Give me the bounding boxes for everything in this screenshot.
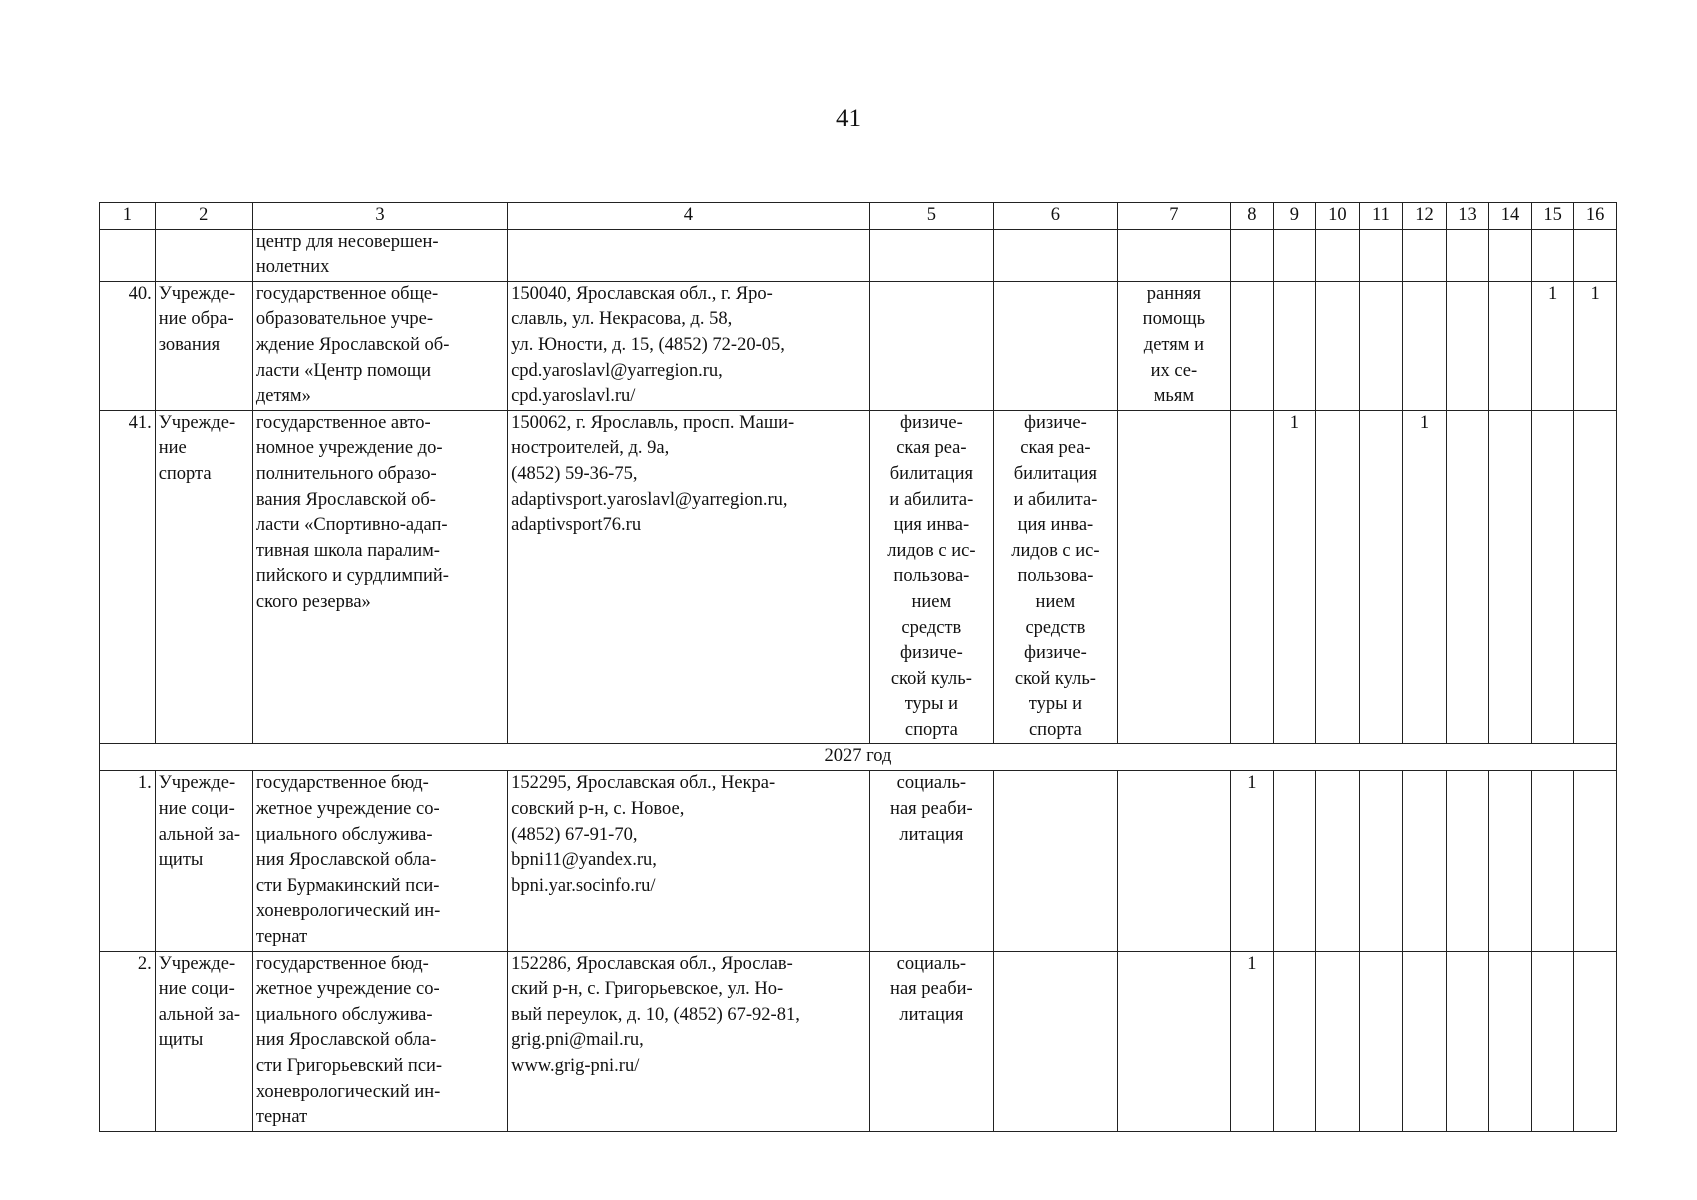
mark-cell	[1231, 229, 1274, 281]
column-header: 16	[1574, 203, 1617, 230]
column-header: 13	[1446, 203, 1489, 230]
service-col6	[994, 281, 1118, 410]
mark-cell	[1359, 281, 1403, 410]
row-number	[100, 229, 156, 281]
mark-cell	[1489, 771, 1532, 951]
mark-cell	[1531, 951, 1574, 1131]
service-col5	[869, 229, 994, 281]
mark-cell: 1	[1231, 951, 1274, 1131]
column-header: 4	[508, 203, 870, 230]
column-header: 5	[869, 203, 994, 230]
mark-cell	[1359, 771, 1403, 951]
mark-cell	[1273, 951, 1316, 1131]
column-header: 11	[1359, 203, 1403, 230]
mark-cell	[1446, 281, 1489, 410]
mark-cell	[1574, 951, 1617, 1131]
table-row	[100, 951, 1617, 1131]
column-header: 10	[1316, 203, 1360, 230]
table-row	[100, 771, 1617, 951]
mark-cell	[1403, 281, 1447, 410]
mark-cell	[1316, 951, 1360, 1131]
table-row	[100, 410, 1617, 744]
service-col5: физиче- ская реа- билитация и абилита- ция инва- лидов с ис- пользова- нием средств физиче- ской куль- туры и спорта	[869, 410, 994, 744]
column-header: 2	[155, 203, 252, 230]
row-number: 41.	[100, 410, 156, 744]
row-number: 40.	[100, 281, 156, 410]
year-heading: 2027 год	[100, 744, 1617, 771]
mark-cell: 1	[1231, 771, 1274, 951]
institution-name: государственное бюд- жетное учреждение со- циального обслужива- ния Ярославской обла- сти Григорьевский пси- хоневрологический ин- тернат	[252, 951, 507, 1131]
registry-table	[99, 202, 1617, 1132]
service-col5: социаль- ная реаби- литация	[869, 771, 994, 951]
institution-name: государственное обще- образовательное учре- ждение Ярославской об- ласти «Центр помощи детям»	[252, 281, 507, 410]
mark-cell	[1231, 281, 1274, 410]
table-row	[100, 229, 1617, 281]
institution-address: 152286, Ярославская обл., Ярослав- ский р-н, с. Григорьевское, ул. Но- вый переулок, д. 10, (4852) 67-92-81, grig.pni@mail.ru, www.grig-pni.ru/	[508, 951, 870, 1131]
mark-cell	[1531, 410, 1574, 744]
mark-cell	[1403, 771, 1447, 951]
mark-cell	[1316, 771, 1360, 951]
mark-cell	[1446, 771, 1489, 951]
mark-cell	[1273, 281, 1316, 410]
institution-type	[155, 229, 252, 281]
service-col6: физиче- ская реа- билитация и абилита- ция инва- лидов с ис- пользова- нием средств физиче- ской куль- туры и спорта	[994, 410, 1118, 744]
institution-address: 152295, Ярославская обл., Некра- совский р-н, с. Новое, (4852) 67-91-70, bpni11@yandex.ru, bpni.yar.socinfo.ru/	[508, 771, 870, 951]
mark-cell	[1403, 951, 1447, 1131]
header-row	[100, 203, 1617, 230]
page-number: 41	[836, 105, 861, 132]
institution-address: 150062, г. Ярославль, просп. Маши- ностроителей, д. 9а, (4852) 59-36-75, adaptivsport.yaroslavl@yarregion.ru, adaptivsport76.ru	[508, 410, 870, 744]
mark-cell	[1446, 229, 1489, 281]
table-row	[100, 281, 1617, 410]
service-col6	[994, 229, 1118, 281]
mark-cell	[1446, 951, 1489, 1131]
service-col5	[869, 281, 994, 410]
row-number: 1.	[100, 771, 156, 951]
mark-cell	[1489, 281, 1532, 410]
institution-name: государственное авто- номное учреждение до- полнительного образо- вания Ярославской об- ласти «Спортивно-адап- тивная школа паралим- пийского и сурдлимпий- ского резерва»	[252, 410, 507, 744]
year-heading-row	[100, 744, 1617, 771]
service-col5: социаль- ная реаби- литация	[869, 951, 994, 1131]
mark-cell: 1	[1531, 281, 1574, 410]
mark-cell	[1531, 229, 1574, 281]
column-header: 9	[1273, 203, 1316, 230]
service-col7: ранняя помощь детям и их се- мьям	[1117, 281, 1230, 410]
mark-cell: 1	[1403, 410, 1447, 744]
institution-type: Учрежде- ние спорта	[155, 410, 252, 744]
mark-cell	[1574, 771, 1617, 951]
mark-cell	[1446, 410, 1489, 744]
column-header: 6	[994, 203, 1118, 230]
column-header: 3	[252, 203, 507, 230]
mark-cell	[1359, 229, 1403, 281]
mark-cell	[1403, 229, 1447, 281]
service-col6	[994, 771, 1118, 951]
mark-cell	[1489, 951, 1532, 1131]
mark-cell	[1231, 410, 1274, 744]
institution-address	[508, 229, 870, 281]
institution-name: государственное бюд- жетное учреждение со- циального обслужива- ния Ярославской обла- сти Бурмакинский пси- хоневрологический ин- тернат	[252, 771, 507, 951]
mark-cell	[1316, 229, 1360, 281]
mark-cell	[1359, 951, 1403, 1131]
mark-cell	[1489, 410, 1532, 744]
mark-cell: 1	[1574, 281, 1617, 410]
institution-type: Учрежде- ние соци- альной за- щиты	[155, 951, 252, 1131]
mark-cell	[1273, 771, 1316, 951]
service-col7	[1117, 951, 1230, 1131]
mark-cell: 1	[1273, 410, 1316, 744]
column-header: 12	[1403, 203, 1447, 230]
column-header: 1	[100, 203, 156, 230]
column-header: 7	[1117, 203, 1230, 230]
institution-type: Учрежде- ние соци- альной за- щиты	[155, 771, 252, 951]
mark-cell	[1574, 229, 1617, 281]
mark-cell	[1316, 281, 1360, 410]
mark-cell	[1273, 229, 1316, 281]
service-col7	[1117, 229, 1230, 281]
column-header: 14	[1489, 203, 1532, 230]
institution-address: 150040, Ярославская обл., г. Яро- славль, ул. Некрасова, д. 58, ул. Юности, д. 15, (4852) 72-20-05, cpd.yaroslavl@yarregion.ru, cpd.yaroslavl.ru/	[508, 281, 870, 410]
mark-cell	[1316, 410, 1360, 744]
column-header: 15	[1531, 203, 1574, 230]
mark-cell	[1489, 229, 1532, 281]
service-col7	[1117, 410, 1230, 744]
column-header: 8	[1231, 203, 1274, 230]
mark-cell	[1359, 410, 1403, 744]
institution-type: Учрежде- ние обра- зования	[155, 281, 252, 410]
mark-cell	[1574, 410, 1617, 744]
row-number: 2.	[100, 951, 156, 1131]
service-col6	[994, 951, 1118, 1131]
mark-cell	[1531, 771, 1574, 951]
service-col7	[1117, 771, 1230, 951]
institution-name: центр для несовершен- нолетних	[252, 229, 507, 281]
